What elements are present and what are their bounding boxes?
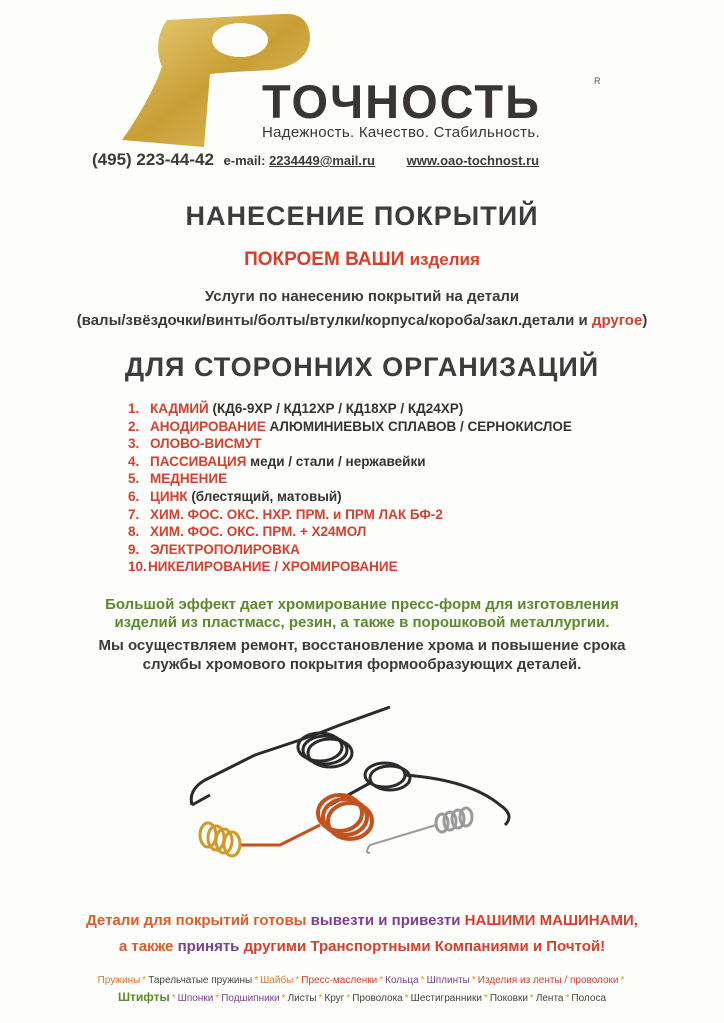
delivery-line-1-c: НАШИМИ МАШИНАМИ,: [464, 912, 638, 929]
item-number: 5.: [128, 471, 140, 487]
services-line-2: [0, 309, 724, 333]
product-tag: Подшипники: [221, 993, 280, 1004]
list-item: [128, 453, 572, 471]
product-tag: Шплинты: [426, 975, 470, 986]
contacts: [92, 150, 652, 170]
tag-separator: *: [295, 975, 300, 986]
delivery-line-1-b: вывезти и привезти: [310, 912, 461, 929]
product-tag: Кольца: [385, 975, 419, 986]
item-highlight: ЦИНК: [150, 488, 188, 504]
item-rest: АЛЮМИНИЕВЫХ СПЛАВОВ / СЕРНОКИСЛОЕ: [265, 418, 572, 434]
tag-separator: *: [318, 993, 323, 1004]
product-tag: Круг: [324, 993, 345, 1004]
tag-separator: *: [404, 993, 409, 1004]
product-tag: Пресс-масленки: [301, 975, 378, 986]
repair-text: [0, 636, 724, 674]
tag-separator: *: [529, 993, 534, 1004]
phone-number: (495) 223-44-42: [92, 150, 214, 169]
item-number: 1.: [128, 401, 140, 416]
delivery-line-2: [0, 936, 724, 958]
item-number: 10.: [128, 559, 147, 575]
product-tag: Пружины: [97, 975, 141, 986]
services-line-2-end: ): [642, 312, 648, 329]
tag-separator: *: [483, 993, 488, 1004]
product-tag: Поковки: [489, 993, 528, 1004]
chrome-effect-text: [0, 596, 724, 632]
delivery-line-1: [0, 910, 724, 932]
item-highlight: ПАССИВАЦИЯ: [150, 453, 247, 469]
item-rest: (блестящий, матовый): [187, 488, 342, 504]
delivery-line-1-a: Детали для покрытий готовы: [86, 912, 307, 929]
product-tag: Лента: [535, 993, 564, 1004]
tag-separator: *: [471, 975, 476, 986]
item-number: 9.: [128, 541, 140, 557]
delivery-line-2-c: другими Транспортными Компаниями и Почтой!: [243, 938, 606, 955]
email-link[interactable]: 2234449@mail.ru: [269, 153, 375, 168]
list-item: [128, 488, 572, 506]
item-rest: меди / стали / нержавейки: [246, 453, 426, 469]
email-label: e-mail:: [223, 153, 266, 168]
services-text: [0, 285, 724, 333]
tag-separator: *: [215, 993, 220, 1004]
tag-separator: *: [171, 993, 176, 1004]
second-title: ДЛЯ СТОРОННИХ ОРГАНИЗАЦИЙ: [124, 352, 600, 382]
tag-separator: *: [142, 975, 147, 986]
repair-line-1: Мы осуществляем ремонт, восстановление хрома и повышение срока: [98, 637, 626, 654]
item-number: 6.: [128, 488, 140, 504]
item-number: 8.: [128, 524, 140, 540]
item-number: 4.: [128, 453, 140, 469]
chrome-effect-line-1: Большой эффект дает хромирование пресс-форм для изготовления: [105, 596, 619, 613]
services-other: другое: [591, 312, 643, 329]
list-item: [128, 400, 572, 418]
tag-separator: *: [620, 975, 625, 986]
product-tag: Листы: [287, 993, 317, 1004]
chrome-effect-line-2: изделий из пластмасс, резин, а также в порошковой металлургии.: [114, 614, 610, 631]
list-item: [128, 558, 572, 576]
product-tag: Изделия из ленты / проволоки: [477, 975, 619, 986]
product-tag: Тарельчатые пружины: [148, 975, 253, 986]
tag-separator: *: [281, 993, 286, 1004]
product-tags-row-2: [0, 990, 724, 1004]
item-number: 7.: [128, 506, 140, 522]
product-tag: Шестигранники: [410, 993, 482, 1004]
tag-separator: *: [346, 993, 351, 1004]
list-item: [128, 435, 572, 453]
item-highlight: КАДМИЙ: [150, 401, 209, 416]
repair-line-2: службы хромового покрытия формообразующих деталей.: [142, 656, 582, 673]
tag-separator: *: [254, 975, 259, 986]
main-title: НАНЕСЕНИЕ ПОКРЫТИЙ: [185, 201, 539, 231]
list-item: [128, 470, 572, 488]
website-link[interactable]: www.oao-tochnost.ru: [406, 153, 540, 168]
product-tag: Штифты: [117, 990, 170, 1004]
slogan: Надежность. Качество. Стабильность.: [262, 124, 540, 141]
item-number: 3.: [128, 436, 140, 452]
product-tag: Шайбы: [260, 975, 294, 986]
coatings-list: [128, 400, 572, 576]
product-tags-row-1: [0, 975, 724, 986]
list-item: [128, 418, 572, 436]
item-highlight: ХИМ. ФОС. ОКС. НХР. ПРМ. и ПРМ ЛАК БФ-2: [150, 506, 443, 522]
item-highlight: ОЛОВО-ВИСМУТ: [150, 436, 262, 452]
product-tag: Полоса: [571, 993, 607, 1004]
list-item: [128, 506, 572, 524]
registered-mark: R: [594, 76, 601, 86]
delivery-line-2-a: а также: [118, 938, 174, 955]
item-highlight: НИКЕЛИРОВАНИЕ / ХРОМИРОВАНИЕ: [148, 559, 398, 575]
services-line-2-start: (валы/звёздочки/винты/болты/втулки/корпуса/короба/закл.детали и: [76, 312, 588, 329]
item-number: 2.: [128, 418, 140, 434]
delivery-line-2-b: принять: [177, 938, 240, 955]
item-highlight: МЕДНЕНИЕ: [150, 471, 228, 487]
item-highlight: ХИМ. ФОС. ОКС. ПРМ. + Х24МОЛ: [150, 524, 367, 540]
springs-photo: [180, 695, 540, 875]
item-highlight: ЭЛЕКТРОПОЛИРОВКА: [150, 541, 300, 557]
brand-name: ТОЧНОСТЬ: [262, 75, 541, 128]
item-rest: (КД6-9ХР / КД12ХР / КД18ХР / КД24ХР): [208, 401, 464, 416]
product-tag: Проволока: [352, 993, 403, 1004]
tag-separator: *: [379, 975, 384, 986]
subtitle-caps: ПОКРОЕМ ВАШИ: [244, 249, 405, 270]
list-item: [128, 541, 572, 559]
tag-separator: *: [565, 993, 570, 1004]
services-line-1: Услуги по нанесению покрытий на детали: [204, 288, 520, 305]
list-item: [128, 523, 572, 541]
product-tag: Шпонки: [177, 993, 214, 1004]
subtitle: [0, 249, 724, 271]
item-highlight: АНОДИРОВАНИЕ: [150, 418, 266, 434]
subtitle-rest: изделия: [409, 250, 480, 269]
tag-separator: *: [420, 975, 425, 986]
